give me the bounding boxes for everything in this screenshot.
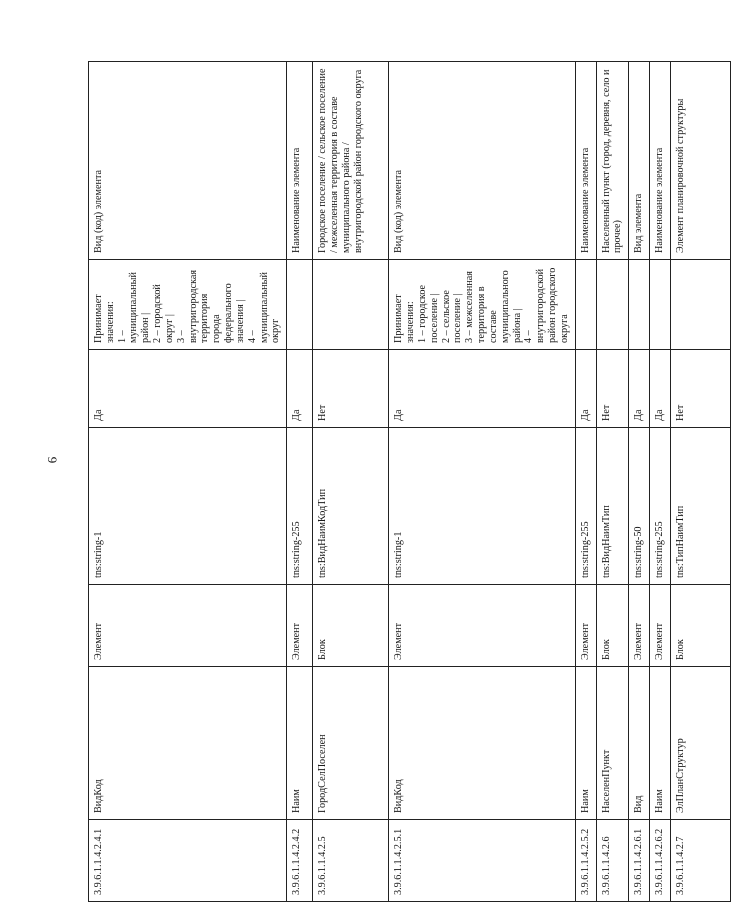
element-type-cell: Элемент (389, 585, 575, 667)
element-format-cell: tns:string-50 (629, 428, 650, 585)
required-flag-cell: Нет (596, 350, 629, 428)
required-flag-cell: Нет (670, 350, 730, 428)
element-format-cell: tns:ВидНаимКодТип (313, 428, 389, 585)
element-description-cell: Наименование элемента (575, 62, 596, 260)
element-name-cell: Наим (287, 667, 313, 820)
allowed-values-cell (629, 260, 650, 350)
required-flag-cell: Да (629, 350, 650, 428)
element-type-cell: Элемент (575, 585, 596, 667)
table-row (287, 62, 313, 902)
row-number-cell: 3.9.6.1.1.4.2.4.1 (89, 820, 287, 902)
element-type-cell: Элемент (629, 585, 650, 667)
element-name-cell: ГородСелПоселен (313, 667, 389, 820)
element-name-cell: ЭлПланСтруктур (670, 667, 730, 820)
table-row (313, 62, 389, 902)
element-type-cell: Элемент (89, 585, 287, 667)
table-row (575, 62, 596, 902)
required-flag-cell: Да (649, 350, 670, 428)
table-row (89, 62, 287, 902)
element-format-cell: tns:string-255 (575, 428, 596, 585)
element-format-cell: tns:string-1 (89, 428, 287, 585)
element-format-cell: tns:ВидНаимТип (596, 428, 629, 585)
row-number-cell: 3.9.6.1.1.4.2.6 (596, 820, 629, 902)
element-format-cell: tns:string-1 (389, 428, 575, 585)
row-number-cell: 3.9.6.1.1.4.2.5 (313, 820, 389, 902)
table-row (649, 62, 670, 902)
element-name-cell: ВидКод (389, 667, 575, 820)
row-number-cell: 3.9.6.1.1.4.2.6.1 (629, 820, 650, 902)
element-description-cell: Элемент планировочной структуры (670, 62, 730, 260)
element-type-cell: Блок (670, 585, 730, 667)
allowed-values-cell (287, 260, 313, 350)
element-description-cell: Наименование элемента (287, 62, 313, 260)
required-flag-cell: Да (389, 350, 575, 428)
allowed-values-cell: Принимает значения: 1 – муниципальный район | 2 – городской округ | 3 – внутригородская территория города федерального значения | 4 – муниципальный округ (89, 260, 287, 350)
element-description-cell: Вид (код) элемента (89, 62, 287, 260)
table-row (389, 62, 575, 902)
required-flag-cell: Да (575, 350, 596, 428)
allowed-values-cell (649, 260, 670, 350)
row-number-cell: 3.9.6.1.1.4.2.4.2 (287, 820, 313, 902)
row-number-cell: 3.9.6.1.1.4.2.5.2 (575, 820, 596, 902)
element-name-cell: Наим (575, 667, 596, 820)
element-name-cell: Наим (649, 667, 670, 820)
element-name-cell: ВидКод (89, 667, 287, 820)
row-number-cell: 3.9.6.1.1.4.2.6.2 (649, 820, 670, 902)
table-row (629, 62, 650, 902)
allowed-values-cell (313, 260, 389, 350)
element-format-cell: tns:ТипНаимТип (670, 428, 730, 585)
row-number-cell: 3.9.6.1.1.4.2.5.1 (389, 820, 575, 902)
allowed-values-cell (670, 260, 730, 350)
element-format-cell: tns:string-255 (287, 428, 313, 585)
element-type-cell: Элемент (287, 585, 313, 667)
rotated-document-table (88, 62, 686, 902)
required-flag-cell: Да (89, 350, 287, 428)
table-row (670, 62, 730, 902)
element-type-cell: Элемент (649, 585, 670, 667)
row-number-cell: 3.9.6.1.1.4.2.7 (670, 820, 730, 902)
element-description-cell: Вид (код) элемента (389, 62, 575, 260)
allowed-values-cell (596, 260, 629, 350)
required-flag-cell: Да (287, 350, 313, 428)
data-table (88, 61, 731, 902)
page-number: 9 (45, 456, 60, 464)
allowed-values-cell (575, 260, 596, 350)
element-type-cell: Блок (596, 585, 629, 667)
element-name-cell: Вид (629, 667, 650, 820)
table-row (596, 62, 629, 902)
element-description-cell: Населенный пункт (город, деревня, село и прочее) (596, 62, 629, 260)
element-description-cell: Наименование элемента (649, 62, 670, 260)
allowed-values-cell: Принимает значения: 1 – городское поселение | 2 – сельское поселение | 3 – межселенная территория в составе муниципального района | 4 – внутригородской район городского округа (389, 260, 575, 350)
required-flag-cell: Нет (313, 350, 389, 428)
element-description-cell: Городское поселение / сельское поселение / межселенная территория в составе муниципального района / внутригородской район городского округа (313, 62, 389, 260)
element-format-cell: tns:string-255 (649, 428, 670, 585)
element-name-cell: НаселенПункт (596, 667, 629, 820)
element-description-cell: Вид элемента (629, 62, 650, 260)
element-type-cell: Блок (313, 585, 389, 667)
